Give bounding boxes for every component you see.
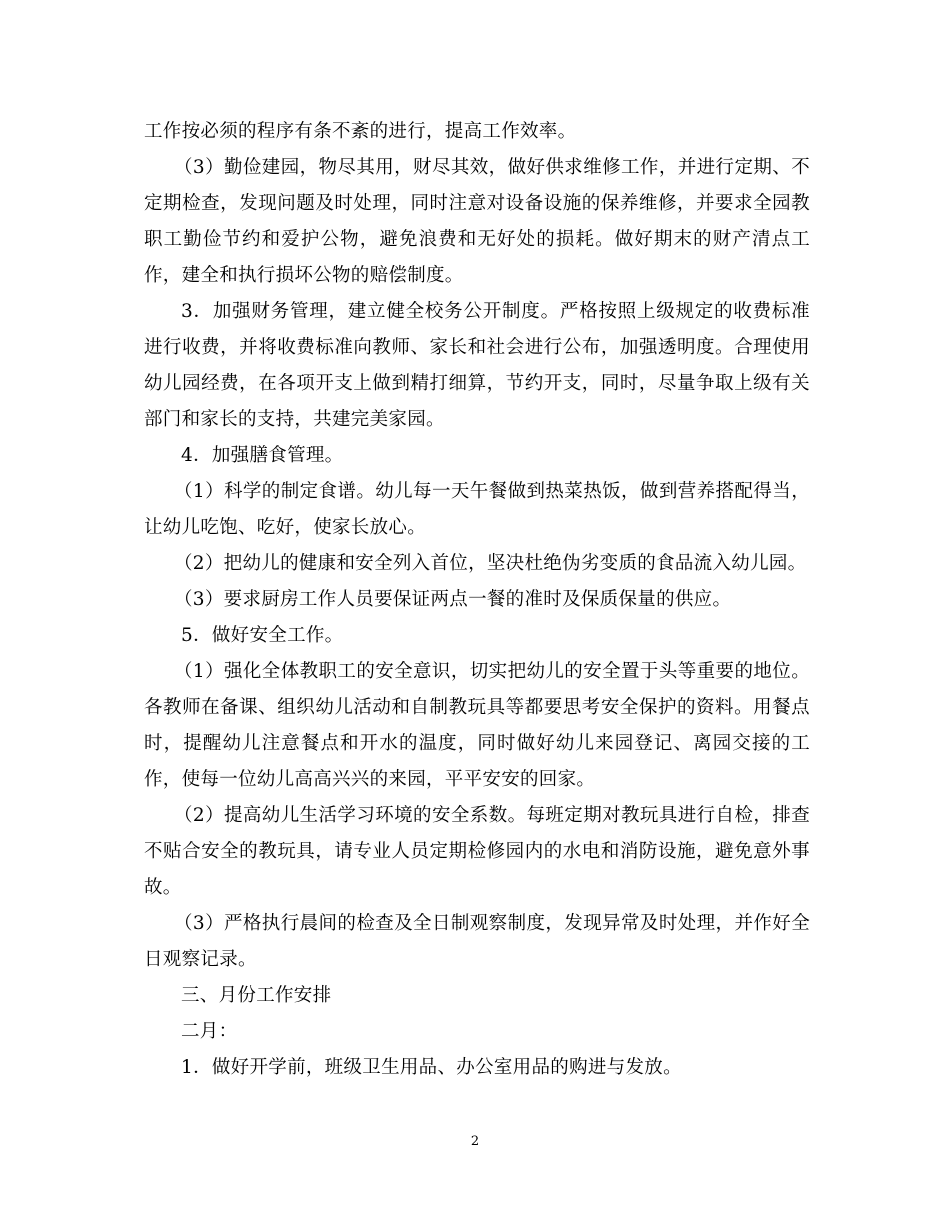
paragraph: （1）强化全体教职工的安全意识，切实把幼儿的安全置于头等重要的地位。各教师在备课、组织幼儿活动和自制教玩具等都要思考安全保护的资料。用餐点时，提醒幼儿注意餐点和开水的温度，同时做好幼儿来园登记、离园交接的工作，使每一位幼儿高高兴兴的来园，平平安安的回家。 xyxy=(144,661,810,790)
paragraph: 工作按必须的程序有条不紊的进行，提高工作效率。 xyxy=(144,121,577,142)
paragraph: 1．做好开学前，班级卫生用品、办公室用品的购进与发放。 xyxy=(181,1057,682,1078)
page-number: 2 xyxy=(470,1134,480,1149)
paragraph: （2）提高幼儿生活学习环境的安全系数。每班定期对教玩具进行自检，排查不贴合安全的教玩具，请专业人员定期检修园内的水电和消防设施，避免意外事故。 xyxy=(144,805,810,898)
paragraph: （2）把幼儿的健康和安全列入首位，坚决杜绝伪劣变质的食品流入幼儿园。 xyxy=(174,553,807,574)
paragraph: （1）科学的制定食谱。幼儿每一天午餐做到热菜热饭，做到营养搭配得当，让幼儿吃饱、吃好，使家长放心。 xyxy=(144,481,810,538)
paragraph: 二月： xyxy=(181,1021,238,1042)
body-text xyxy=(144,114,810,1086)
paragraph: 3．加强财务管理，建立健全校务公开制度。严格按照上级规定的收费标准进行收费，并将收费标准向教师、家长和社会进行公布，加强透明度。合理使用幼儿园经费，在各项开支上做到精打细算，节约开支，同时，尽量争取上级有关部门和家长的支持，共建完美家园。 xyxy=(144,301,810,430)
paragraph: （3）严格执行晨间的检查及全日制观察制度，发现异常及时处理，并作好全日观察记录。 xyxy=(144,913,810,970)
paragraph: 三、月份工作安排 xyxy=(181,985,332,1006)
paragraph: （3）要求厨房工作人员要保证两点一餐的准时及保质保量的供应。 xyxy=(174,589,732,610)
paragraph: 4．加强膳食管理。 xyxy=(181,445,344,466)
paragraph: 5．做好安全工作。 xyxy=(181,625,344,646)
paragraph: （3）勤俭建园，物尽其用，财尽其效，做好供求维修工作，并进行定期、不定期检查，发现问题及时处理，同时注意对设备设施的保养维修，并要求全园教职工勤俭节约和爱护公物，避免浪费和无好处的损耗。做好期末的财产清点工作，建全和执行损坏公物的赔偿制度。 xyxy=(144,157,810,286)
